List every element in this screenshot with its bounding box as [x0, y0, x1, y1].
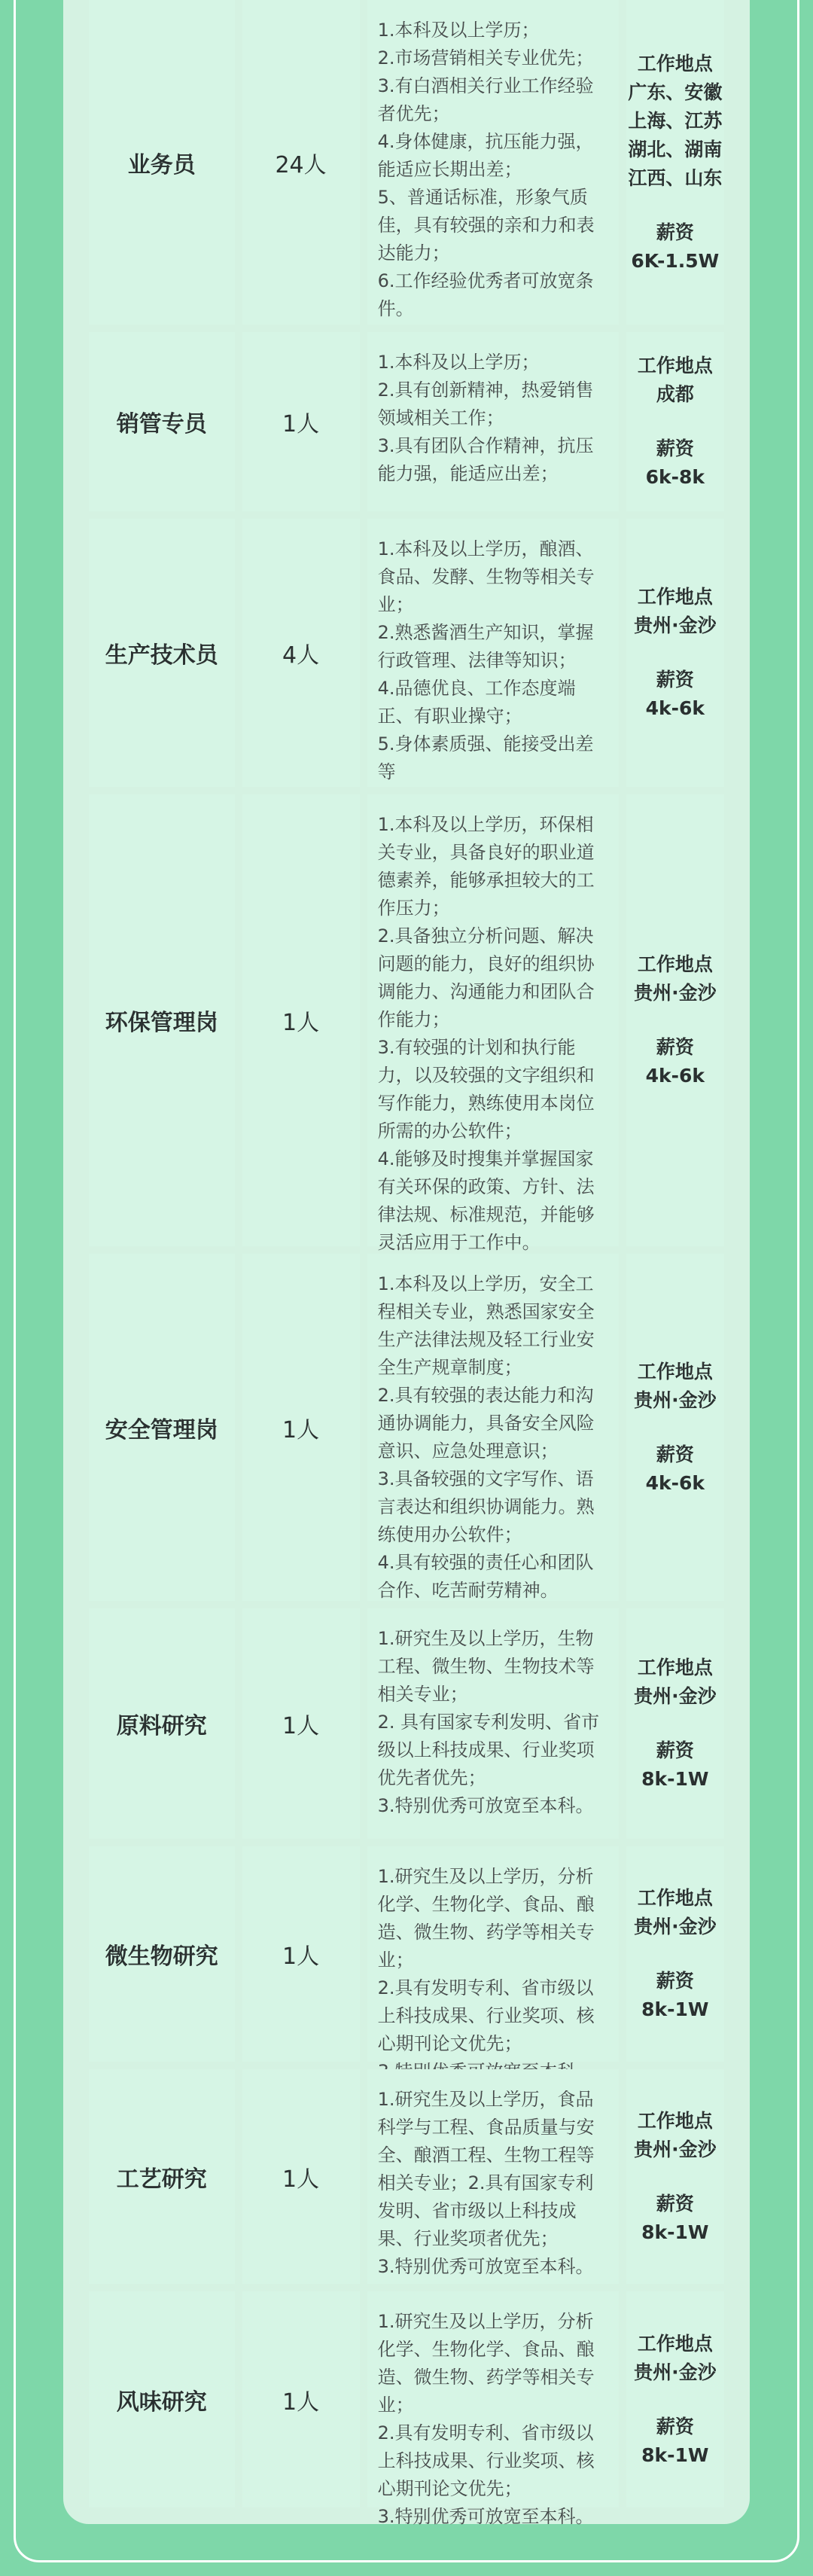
- location-label: 工作地点: [637, 953, 713, 975]
- location-value: 贵州·金沙: [634, 2138, 717, 2160]
- headcount-cell: [242, 519, 360, 787]
- requirement-item: 4.具有较强的责任心和团队合作、吃苦耐劳精神。: [377, 1552, 594, 1601]
- job-row: [89, 2069, 724, 2284]
- salary-value: 4k-6k: [645, 1471, 705, 1494]
- salary-value: 6K-1.5W: [631, 249, 720, 272]
- position-title: 风味研究: [116, 2389, 207, 2416]
- location-value: 贵州·金沙: [634, 1685, 717, 1707]
- requirement-item: 1.本科及以上学历，安全工程相关专业，熟悉国家安全生产法律法规及轻工行业安全生产规章制度；: [377, 1273, 595, 1378]
- salary-value: 4k-6k: [645, 697, 705, 719]
- requirements-cell: [367, 1254, 619, 1601]
- requirement-item: 1.研究生及以上学历，分析化学、生物化学、食品、酿造、微生物、药学等相关专业；: [377, 1866, 595, 1971]
- salary-value: 4k-6k: [645, 1065, 705, 1087]
- headcount-cell: [242, 1608, 360, 1839]
- location-label: 工作地点: [637, 1887, 713, 1909]
- requirement-item: 5、普通话标准，形象气质佳，具有较强的亲和力和表达能力；: [377, 187, 595, 264]
- requirement-item: 3.有白酒相关行业工作经验者优先；: [377, 75, 594, 124]
- headcount-cell: [242, 332, 360, 511]
- requirements-cell: [367, 1608, 619, 1839]
- salary-value: 8k-1W: [641, 1998, 709, 2020]
- salary-label: 薪资: [656, 221, 694, 243]
- job-row: [89, 794, 724, 1253]
- location-label: 工作地点: [637, 52, 713, 75]
- requirement-item: 2.具有创新精神，热爱销售领域相关工作；: [377, 380, 594, 428]
- headcount: 4人: [282, 642, 320, 669]
- requirement-item: 1.本科及以上学历，环保相关专业，具备良好的职业道德素养，能够承担较大的工作压力；: [377, 814, 595, 919]
- salary-value: 8k-1W: [641, 2443, 709, 2466]
- location-salary-cell: [626, 1608, 724, 1839]
- requirement-item: 3.特别优秀可放宽至本科。: [377, 1795, 594, 1816]
- requirement-item: 2. 具有国家专利发明、省市级以上科技成果、行业奖项优先者优先；: [377, 1712, 600, 1788]
- requirement-item: 5.身体素质强、能接受出差等: [377, 733, 594, 782]
- requirements-cell: [367, 332, 619, 511]
- salary-label: 薪资: [656, 1443, 694, 1465]
- salary-label: 薪资: [656, 2192, 694, 2215]
- job-row: [89, 0, 724, 325]
- location-value: 贵州·金沙: [634, 2361, 717, 2383]
- position-cell: [89, 1846, 235, 2062]
- headcount-cell: [242, 1254, 360, 1601]
- job-table: [89, 0, 724, 2527]
- requirement-item: 3.具有团队合作精神，抗压能力强，能适应出差；: [377, 435, 594, 484]
- location-salary-cell: [626, 519, 724, 787]
- location-value: 江西、山东: [628, 166, 723, 189]
- position-title: 业务员: [127, 151, 196, 178]
- job-row: [89, 1608, 724, 1839]
- requirements-cell: [367, 794, 619, 1253]
- location-salary-cell: [626, 1846, 724, 2062]
- location-value: 贵州·金沙: [634, 1389, 717, 1411]
- headcount: 1人: [282, 1713, 320, 1739]
- position-title: 环保管理岗: [105, 1010, 218, 1036]
- requirement-item: 2.具有较强的表达能力和沟通协调能力，具备安全风险意识、应急处理意识；: [377, 1385, 595, 1462]
- location-label: 工作地点: [637, 1360, 713, 1383]
- requirements-cell: [367, 2291, 619, 2527]
- location-value: 贵州·金沙: [634, 1916, 717, 1937]
- requirement-item: 6.工作经验优秀者可放宽条件。: [377, 270, 594, 319]
- headcount: 24人: [275, 151, 327, 178]
- position-cell: [89, 2291, 235, 2507]
- requirement-item: 1.研究生及以上学历，分析化学、生物化学、食品、酿造、微生物、药学等相关专业；: [377, 2311, 595, 2416]
- job-row: [89, 1254, 724, 1601]
- requirement-item: 3.具备较强的文字写作、语言表达和组织协调能力。熟练使用办公软件；: [377, 1468, 595, 1545]
- location-salary-cell: [626, 794, 724, 1246]
- job-row: [89, 332, 724, 511]
- position-cell: [89, 1254, 235, 1601]
- position-cell: [89, 1608, 235, 1839]
- position-title: 工艺研究: [116, 2166, 207, 2193]
- requirement-item: 3.特别优秀可放宽至本科。: [377, 2506, 594, 2527]
- position-cell: [89, 519, 235, 787]
- requirements-cell: [367, 519, 619, 787]
- requirement-item: 3.特别优秀可放宽至本科。: [377, 2256, 594, 2277]
- job-row: [89, 1846, 724, 2062]
- location-salary-cell: [626, 332, 724, 511]
- headcount: 1人: [282, 1943, 320, 1970]
- headcount-cell: [242, 1846, 360, 2062]
- headcount-cell: [242, 794, 360, 1246]
- location-value: 成都: [656, 383, 694, 405]
- salary-value: 6k-8k: [645, 466, 705, 488]
- salary-label: 薪资: [656, 669, 694, 690]
- position-title: 原料研究: [116, 1713, 207, 1739]
- location-value: 上海、江苏: [628, 109, 723, 132]
- headcount: 1人: [282, 2389, 320, 2416]
- job-row: [89, 2291, 724, 2527]
- position-cell: [89, 332, 235, 511]
- salary-label: 薪资: [656, 2415, 694, 2437]
- position-cell: [89, 2069, 235, 2284]
- requirement-item: 1.本科及以上学历，酿酒、食品、发酵、生物等相关专业；: [377, 538, 595, 615]
- headcount-cell: [242, 2291, 360, 2507]
- location-salary-cell: [626, 2291, 724, 2507]
- requirement-item: 2.具备独立分析问题、解决问题的能力，良好的组织协调能力、沟通能力和团队合作能力；: [377, 925, 595, 1030]
- requirements-cell: [367, 0, 619, 325]
- requirement-item: 4.身体健康，抗压能力强，能适应长期出差；: [377, 131, 594, 180]
- requirement-item: 2.市场营销相关专业优先；: [377, 47, 594, 69]
- headcount: 1人: [282, 411, 320, 437]
- salary-value: 8k-1W: [641, 2221, 709, 2243]
- headcount: 1人: [282, 1010, 320, 1036]
- location-value: 贵州·金沙: [634, 614, 717, 636]
- requirement-item: 3.有较强的计划和执行能力，以及较强的文字组织和写作能力，熟练使用本岗位所需的办公软件；: [377, 1037, 595, 1142]
- location-label: 工作地点: [637, 1657, 713, 1678]
- location-salary-cell: [626, 1254, 724, 1601]
- location-label: 工作地点: [637, 355, 713, 376]
- requirements-cell: [367, 1846, 619, 2062]
- requirement-item: 4.能够及时搜集并掌握国家有关环保的政策、方针、法律法规、标准规范，并能够灵活应用于工作中。: [377, 1148, 595, 1253]
- requirement-item: 2.熟悉酱酒生产知识，掌握行政管理、法律等知识；: [377, 622, 594, 671]
- position-title: 生产技术员: [105, 642, 218, 669]
- requirement-item: 2.具有发明专利、省市级以上科技成果、行业奖项、核心期刊论文优先；: [377, 2422, 595, 2499]
- requirement-item: 1.研究生及以上学历，食品科学与工程、食品质量与安全、酿酒工程、生物工程等相关专业；2.具有国家专利发明、省市级以上科技成果、行业奖项者优先；: [377, 2089, 595, 2249]
- position-cell: [89, 794, 235, 1246]
- requirement-item: 1.本科及以上学历；: [377, 352, 540, 373]
- location-label: 工作地点: [637, 586, 713, 608]
- location-label: 工作地点: [637, 2109, 713, 2132]
- requirement-item: 2.具有发明专利、省市级以上科技成果、行业奖项、核心期刊论文优先；: [377, 1977, 595, 2054]
- position-cell: [89, 0, 235, 325]
- location-value: 湖北、湖南: [628, 138, 723, 160]
- position-title: 安全管理岗: [105, 1416, 218, 1443]
- headcount: 1人: [282, 1416, 320, 1443]
- salary-label: 薪资: [656, 1036, 694, 1058]
- salary-label: 薪资: [656, 1739, 694, 1761]
- location-salary-cell: [626, 2069, 724, 2284]
- requirements-cell: [367, 2069, 619, 2284]
- position-title: 销管专员: [116, 411, 207, 437]
- location-salary-cell: [626, 0, 724, 325]
- salary-value: 8k-1W: [641, 1768, 709, 1790]
- requirement-item: 4.品德优良、工作态度端正、有职业操守；: [377, 678, 576, 727]
- position-title: 微生物研究: [105, 1943, 218, 1970]
- job-row: [89, 519, 724, 787]
- salary-label: 薪资: [656, 1970, 694, 1992]
- location-label: 工作地点: [637, 2332, 713, 2355]
- requirement-item: 1.研究生及以上学历，生物工程、微生物、生物技术等相关专业；: [377, 1628, 595, 1705]
- salary-label: 薪资: [656, 437, 694, 459]
- requirement-item: 1.本科及以上学历；: [377, 20, 540, 41]
- headcount-cell: [242, 2069, 360, 2284]
- location-value: 贵州·金沙: [634, 982, 717, 1004]
- headcount-cell: [242, 0, 360, 325]
- location-value: 广东、安徽: [628, 81, 723, 103]
- headcount: 1人: [282, 2166, 320, 2193]
